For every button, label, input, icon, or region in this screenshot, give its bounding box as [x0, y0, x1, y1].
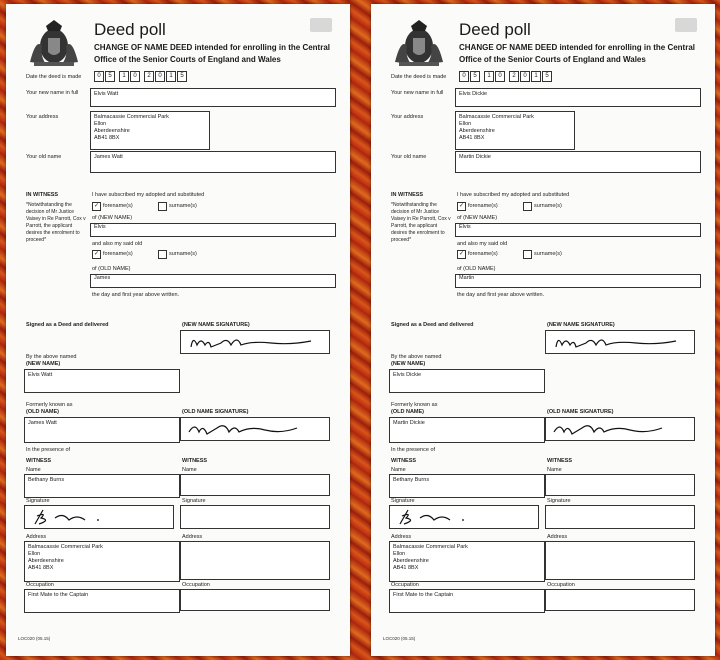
new-surname-checkbox[interactable]: [158, 202, 167, 211]
old-signature-box[interactable]: [180, 417, 330, 441]
forename-label: forename(s): [468, 203, 498, 209]
date-digit: 5: [470, 71, 480, 82]
witness-occupation-field[interactable]: First Mate to the Captain: [24, 589, 180, 613]
witness2-address-label: Address: [547, 534, 568, 540]
date-digit: 2: [509, 71, 519, 82]
old-surname-checkbox[interactable]: [158, 250, 167, 259]
in-witness-heading: IN WITNESS: [391, 192, 424, 198]
signed-deed-label: Signed as a Deed and delivered: [26, 322, 109, 328]
witness-name-label: Name: [26, 467, 41, 473]
old-forename-checkbox[interactable]: ✓: [93, 251, 100, 257]
witness-occupation-label: Occupation: [26, 582, 54, 588]
old-signature-box[interactable]: [545, 417, 695, 441]
witness2-signature-label: Signature: [547, 498, 571, 504]
presence-label: In the presence of: [391, 447, 436, 453]
date-digit: 1: [484, 71, 494, 82]
in-witness-heading: IN WITNESS: [26, 192, 59, 198]
form-badge: [675, 18, 697, 32]
also-old-label: and also my said old: [457, 241, 508, 247]
date-digit: 0: [495, 71, 505, 82]
new-forename-field[interactable]: Elvis: [90, 223, 336, 237]
date-label: Date the deed is made: [26, 74, 82, 80]
witness2-name-field[interactable]: [545, 474, 695, 496]
witness2-address-field[interactable]: [180, 541, 330, 580]
new-signature-label: (NEW NAME SIGNATURE): [182, 322, 250, 328]
witness-name-field[interactable]: Bethany Burns: [389, 474, 545, 498]
formerly-label: Formerly known as: [26, 402, 73, 408]
of-old-name-label: of (OLD NAME): [457, 266, 496, 272]
old-name-field[interactable]: Martin Dickie: [455, 151, 701, 173]
date-digit: 1: [531, 71, 541, 82]
witness-heading: WITNESS: [391, 458, 417, 464]
day-year-label: the day and first year above written.: [457, 292, 545, 298]
date-digit: 5: [542, 71, 552, 82]
new-name-field[interactable]: Elvis Watt: [24, 369, 180, 393]
old-name-signed-field[interactable]: James Watt: [24, 417, 180, 443]
date-digit: 2: [144, 71, 154, 82]
address-label: Your address: [26, 114, 59, 120]
page-subtitle: CHANGE OF NAME DEED intended for enrolling in the Central Office of the Senior Courts of England and Wales: [459, 43, 696, 64]
address-label: Your address: [391, 114, 424, 120]
witness-signature-scribble: [25, 506, 173, 528]
witness-address-label: Address: [391, 534, 412, 540]
date-digit: 1: [166, 71, 176, 82]
witness2-address-field[interactable]: [545, 541, 695, 580]
address-field[interactable]: Balmacassie Commercial Park Ellon Aberdeenshire AB41 8BX: [90, 111, 210, 150]
new-signature-scribble: [546, 331, 694, 353]
new-name-field[interactable]: Elvis Dickie: [389, 369, 545, 393]
new-surname-checkbox[interactable]: [523, 202, 532, 211]
forename-label: forename(s): [468, 251, 498, 257]
subscribed-label: I have subscribed my adopted and substituted: [457, 192, 570, 198]
new-name-full-field[interactable]: Elvis Watt: [90, 88, 336, 107]
also-old-label: and also my said old: [92, 241, 143, 247]
form-badge: [310, 18, 332, 32]
old-name-caps-label: (OLD NAME): [26, 409, 59, 415]
date-digit: 0: [94, 71, 104, 82]
old-surname-checkbox[interactable]: [523, 250, 532, 259]
deed-poll-sheet-left: [6, 4, 350, 656]
old-signature-label: (OLD NAME SIGNATURE): [547, 409, 614, 415]
witness-signature-scribble: [390, 506, 538, 528]
date-digit: 0: [459, 71, 469, 82]
by-above-label: By the above named: [26, 354, 77, 360]
date-label: Date the deed is made: [391, 74, 447, 80]
witness-heading: WITNESS: [26, 458, 52, 464]
old-name-label: Your old name: [26, 154, 62, 160]
witness2-signature-label: Signature: [182, 498, 206, 504]
new-name-caps-label: (NEW NAME): [391, 361, 426, 367]
old-signature-scribble: [546, 418, 694, 440]
page-title: Deed poll: [94, 20, 166, 39]
witness-name-label: Name: [391, 467, 406, 473]
of-new-name-label: of (NEW NAME): [457, 215, 498, 221]
new-forename-checkbox[interactable]: ✓: [458, 203, 465, 209]
form-code: LOC020 (05.15): [18, 636, 51, 641]
surname-label: surname(s): [534, 251, 562, 257]
old-forename-field[interactable]: Martin: [455, 274, 701, 288]
witness-occupation-field[interactable]: First Mate to the Captain: [389, 589, 545, 613]
forename-label: forename(s): [103, 203, 133, 209]
date-field[interactable]: [94, 71, 187, 82]
surname-label: surname(s): [534, 203, 562, 209]
date-digit: 5: [177, 71, 187, 82]
date-digit: 0: [520, 71, 530, 82]
date-digit: 0: [130, 71, 140, 82]
old-forename-field[interactable]: James: [90, 274, 336, 288]
old-signature-scribble: [181, 418, 329, 440]
presence-label: In the presence of: [26, 447, 71, 453]
new-signature-label: (NEW NAME SIGNATURE): [547, 322, 615, 328]
witness-name-field[interactable]: Bethany Burns: [24, 474, 180, 498]
of-old-name-label: of (OLD NAME): [92, 266, 131, 272]
witness-address-field[interactable]: Balmacassie Commercial Park Ellon Aberdeenshire AB41 8BX: [389, 541, 545, 582]
witness2-name-field[interactable]: [180, 474, 330, 496]
witness2-occupation-field[interactable]: [545, 589, 695, 611]
formerly-label: Formerly known as: [391, 402, 438, 408]
witness2-occupation-label: Occupation: [182, 582, 210, 588]
witness-address-label: Address: [26, 534, 47, 540]
new-name-full-label: Your new name in full: [391, 90, 444, 96]
by-above-label: By the above named: [391, 354, 442, 360]
witness2-occupation-field[interactable]: [180, 589, 330, 611]
royal-crest-icon: [391, 18, 447, 68]
old-name-field[interactable]: James Watt: [90, 151, 336, 173]
page-subtitle: CHANGE OF NAME DEED intended for enrolling in the Central Office of the Senior Courts of England and Wales: [94, 43, 331, 64]
new-signature-box[interactable]: [180, 330, 330, 354]
new-name-full-field[interactable]: Elvis Dickie: [455, 88, 701, 107]
court-note: *Notwithstanding the decision of Mr Justice Vaisey in Re Parrott, Cox v Parrott, the applicant desires the enrolment to proceed*: [26, 202, 86, 243]
page-title: Deed poll: [459, 20, 531, 39]
form-code: LOC020 (05.15): [383, 636, 416, 641]
royal-crest-icon: [26, 18, 82, 68]
witness2-heading: WITNESS: [547, 458, 573, 464]
address-field[interactable]: Balmacassie Commercial Park Ellon Aberdeenshire AB41 8BX: [455, 111, 575, 150]
new-forename-field[interactable]: Elvis: [455, 223, 701, 237]
witness2-name-label: Name: [182, 467, 197, 473]
date-field[interactable]: [459, 71, 552, 82]
new-forename-checkbox[interactable]: ✓: [93, 203, 100, 209]
witness-signature-label: Signature: [391, 498, 415, 504]
witness2-address-label: Address: [182, 534, 203, 540]
signed-deed-label: Signed as a Deed and delivered: [391, 322, 474, 328]
old-name-signed-field[interactable]: Martin Dickie: [389, 417, 545, 443]
old-signature-label: (OLD NAME SIGNATURE): [182, 409, 249, 415]
witness-signature-label: Signature: [26, 498, 50, 504]
witness2-signature-box[interactable]: [180, 505, 330, 529]
new-name-caps-label: (NEW NAME): [26, 361, 61, 367]
of-new-name-label: of (NEW NAME): [92, 215, 133, 221]
witness-signature-box[interactable]: [389, 505, 539, 529]
court-note: *Notwithstanding the decision of Mr Justice Vaisey in Re Parrott, Cox v Parrott, the applicant desires the enrolment to proceed*: [391, 202, 451, 243]
date-digit: 0: [155, 71, 165, 82]
date-digit: 5: [105, 71, 115, 82]
witness-address-field[interactable]: Balmacassie Commercial Park Ellon Aberdeenshire AB41 8BX: [24, 541, 180, 582]
new-signature-box[interactable]: [545, 330, 695, 354]
forename-label: forename(s): [103, 251, 133, 257]
witness-occupation-label: Occupation: [391, 582, 419, 588]
witness2-heading: WITNESS: [182, 458, 208, 464]
old-name-caps-label: (OLD NAME): [391, 409, 424, 415]
surname-label: surname(s): [169, 251, 197, 257]
witness2-occupation-label: Occupation: [547, 582, 575, 588]
day-year-label: the day and first year above written.: [92, 292, 180, 298]
date-digit: 1: [119, 71, 129, 82]
old-forename-checkbox[interactable]: ✓: [458, 251, 465, 257]
witness2-signature-box[interactable]: [545, 505, 695, 529]
deed-poll-sheet-right: [371, 4, 715, 656]
old-name-label: Your old name: [391, 154, 427, 160]
new-signature-scribble: [181, 331, 329, 353]
new-name-full-label: Your new name in full: [26, 90, 79, 96]
subscribed-label: I have subscribed my adopted and substituted: [92, 192, 205, 198]
surname-label: surname(s): [169, 203, 197, 209]
witness-signature-box[interactable]: [24, 505, 174, 529]
witness2-name-label: Name: [547, 467, 562, 473]
